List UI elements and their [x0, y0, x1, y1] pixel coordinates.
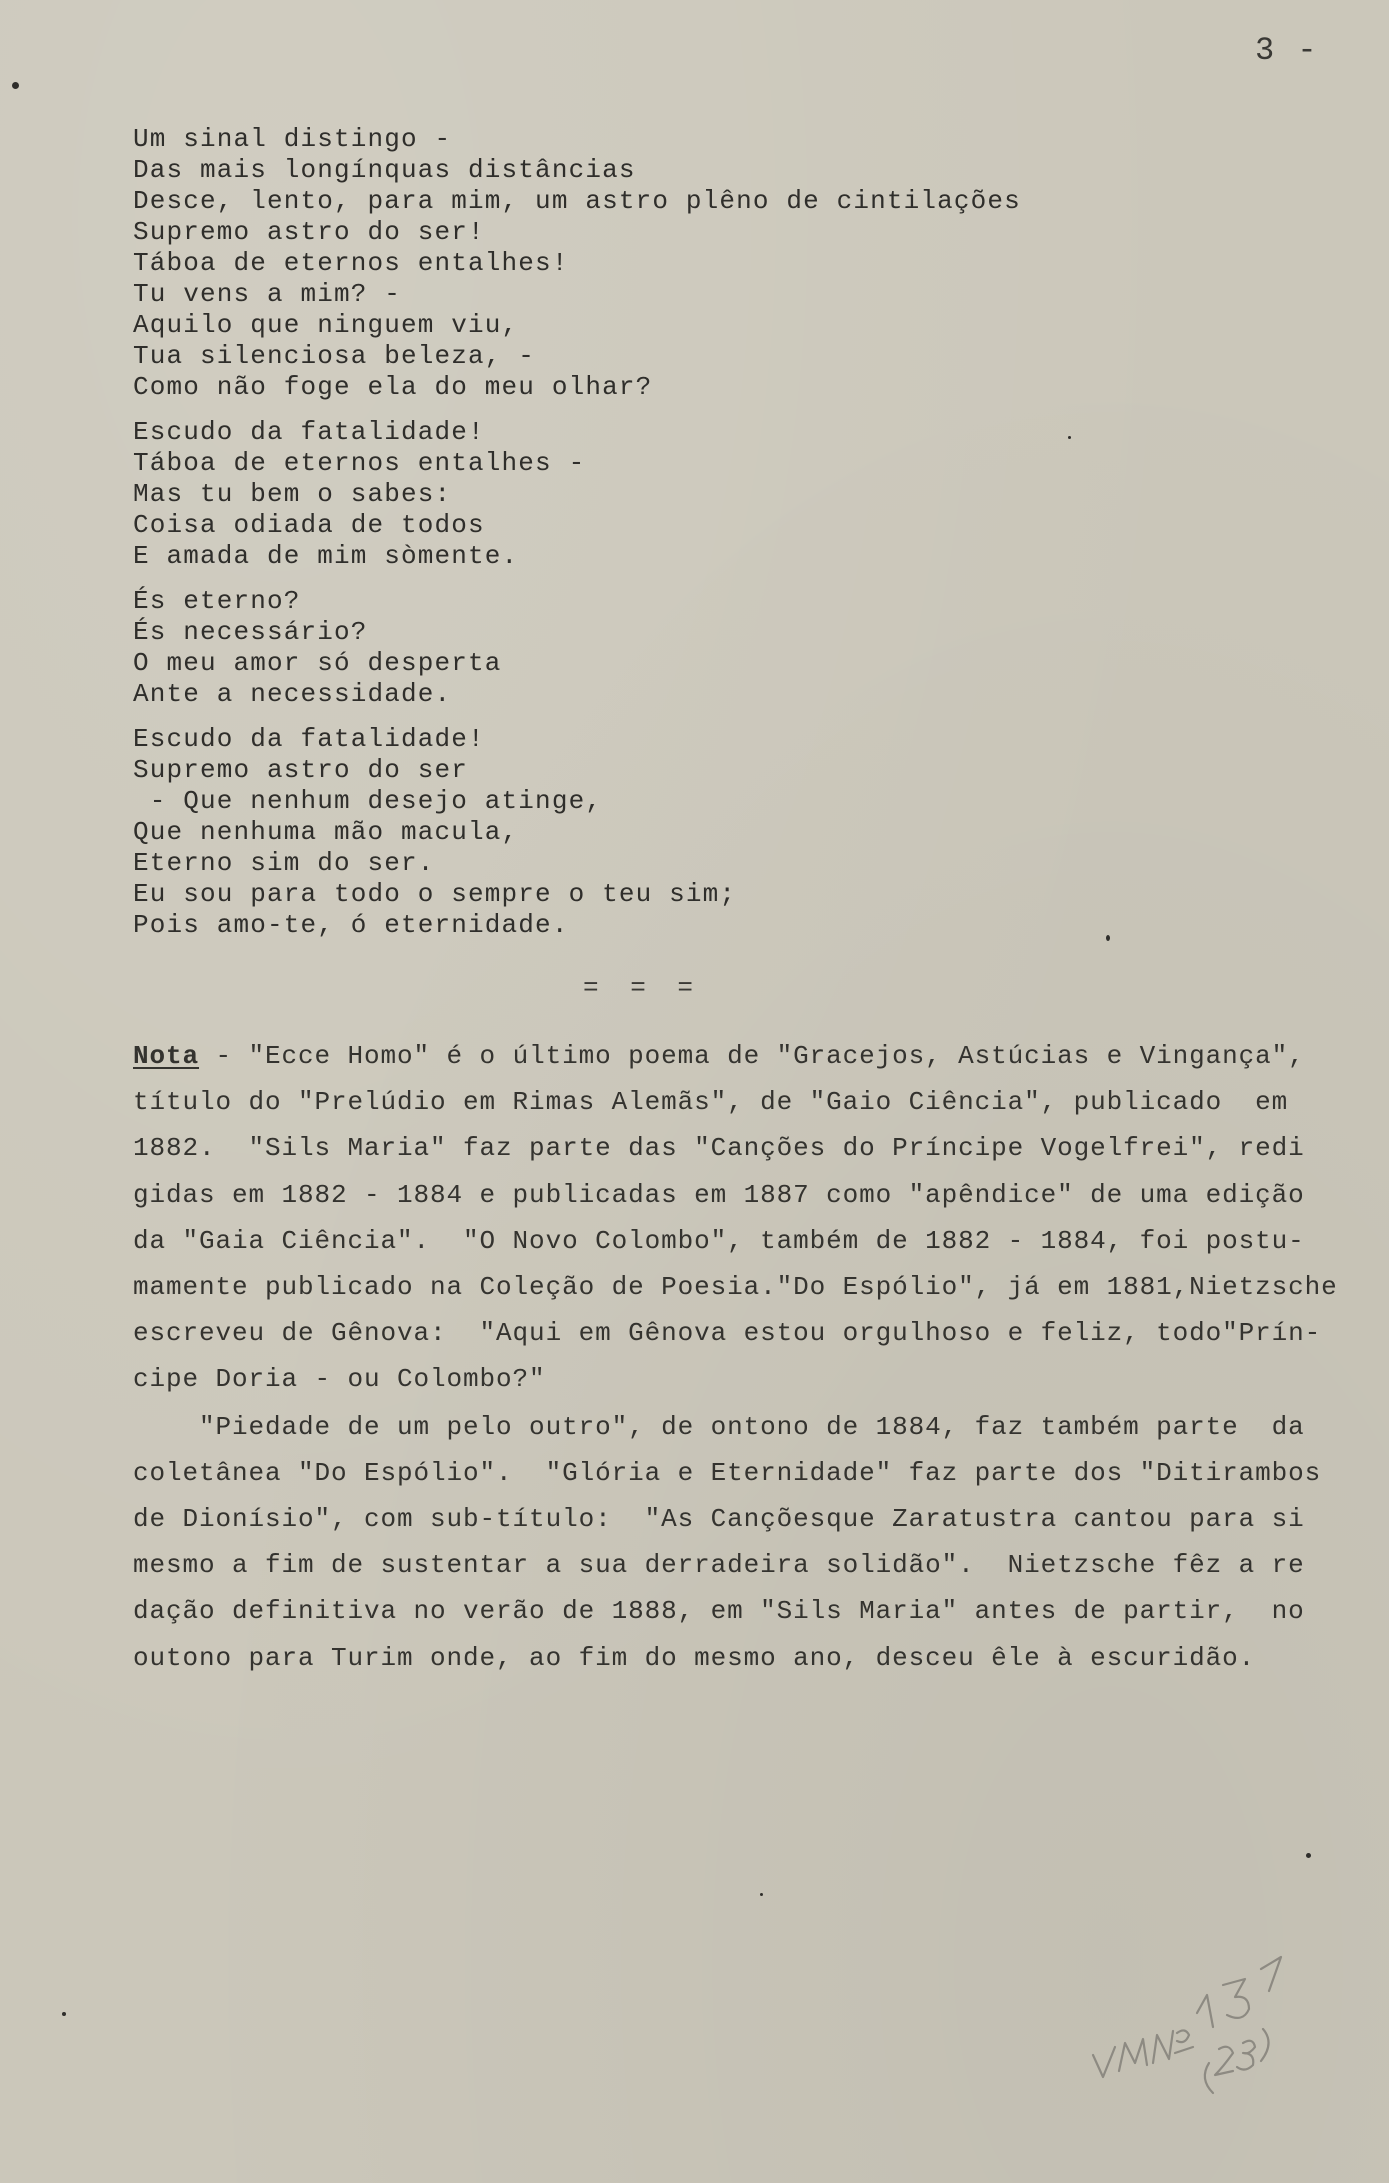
poem-line: Desce, lento, para mim, um astro plêno de cintilações: [133, 186, 1021, 216]
poem-line: E amada de mim sòmente.: [133, 541, 519, 571]
note-paragraph: [133, 1033, 1353, 1403]
ink-speck: [760, 1893, 763, 1896]
section-separator: = = =: [583, 973, 702, 1003]
note-line: coletânea "Do Espólio". "Glória e Eternidade" faz parte dos "Ditirambos: [133, 1457, 1322, 1488]
note-line: de Dionísio", com sub-título: "As Cançõesque Zaratustra cantou para si: [133, 1504, 1305, 1535]
poem-line: - Que nenhum desejo atinge,: [133, 786, 603, 816]
poem-line: Táboa de eternos entalhes!: [133, 248, 569, 278]
stanza: [133, 586, 1283, 710]
poem-line: És eterno?: [133, 586, 301, 616]
poem-line: Coisa odiada de todos: [133, 510, 485, 540]
poem-line: Mas tu bem o sabes:: [133, 479, 452, 509]
ink-speck: [1306, 1853, 1311, 1858]
stanza: [133, 724, 1283, 941]
note-line: mamente publicado na Coleção de Poesia."Do Espólio", já em 1881,Nietzsche: [133, 1272, 1338, 1303]
poem-line: Supremo astro do ser!: [133, 217, 485, 247]
note-line: 1882. "Sils Maria" faz parte das "Canções do Príncipe Vogelfrei", redi: [133, 1133, 1305, 1164]
poem-line: Eterno sim do ser.: [133, 848, 435, 878]
note-line: título do "Prelúdio em Rimas Alemãs", de "Gaio Ciência", publicado em: [133, 1087, 1289, 1118]
note-line: gidas em 1882 - 1884 e publicadas em 1887 como "apêndice" de uma edição: [133, 1179, 1305, 1210]
poem-line: Escudo da fatalidade!: [133, 724, 485, 754]
note-line: dação definitiva no verão de 1888, em "Sils Maria" antes de partir, no: [133, 1596, 1305, 1627]
note-line: mesmo a fim de sustentar a sua derradeira solidão". Nietzsche fêz a re: [133, 1550, 1305, 1581]
poem-line: Tua silenciosa beleza, -: [133, 341, 536, 371]
note-label: Nota: [133, 1041, 200, 1071]
poem-line: O meu amor só desperta: [133, 648, 502, 678]
poem-line: És necessário?: [133, 617, 368, 647]
poem-line: Das mais longínquas distâncias: [133, 155, 636, 185]
note-line: "Piedade de um pelo outro", de ontono de 1884, faz também parte da: [133, 1411, 1305, 1442]
ink-speck: [1068, 436, 1071, 439]
note-line: escreveu de Gênova: "Aqui em Gênova estou orgulhoso e feliz, todo"Prín-: [133, 1318, 1322, 1349]
ink-speck: [1106, 935, 1110, 941]
poem-line: Um sinal distingo -: [133, 124, 452, 154]
poem-line: Supremo astro do ser: [133, 755, 469, 785]
note-paragraph: [133, 1404, 1353, 1681]
poem-line: Tu vens a mim? -: [133, 279, 402, 309]
stanza: [133, 124, 1283, 403]
note-line: [133, 1033, 1353, 1079]
poem-line: Escudo da fatalidade!: [133, 417, 485, 447]
ink-speck: [62, 2012, 66, 2016]
handwritten-archive-mark: [1085, 1935, 1315, 2105]
ink-speck: [12, 82, 19, 89]
page-number: 3 -: [1255, 32, 1319, 69]
poem: [133, 124, 1283, 955]
poem-line: Ante a necessidade.: [133, 679, 452, 709]
note-section: [133, 1033, 1353, 1682]
poem-line: Aquilo que ninguem viu,: [133, 310, 519, 340]
poem-line: Pois amo-te, ó eternidade.: [133, 910, 569, 940]
note-line: outono para Turim onde, ao fim do mesmo ano, desceu êle à escuridão.: [133, 1642, 1256, 1673]
poem-line: Como não foge ela do meu olhar?: [133, 372, 653, 402]
note-line: cipe Doria - ou Colombo?": [133, 1364, 546, 1395]
poem-line: Eu sou para todo o sempre o teu sim;: [133, 879, 737, 909]
note-line-text: - "Ecce Homo" é o último poema de "Gracejos, Astúcias e Vingança",: [199, 1041, 1305, 1071]
poem-line: Táboa de eternos entalhes -: [133, 448, 586, 478]
stanza: [133, 417, 1283, 572]
poem-line: Que nenhuma mão macula,: [133, 817, 519, 847]
note-line: da "Gaia Ciência". "O Novo Colombo", também de 1882 - 1884, foi postu-: [133, 1225, 1305, 1256]
